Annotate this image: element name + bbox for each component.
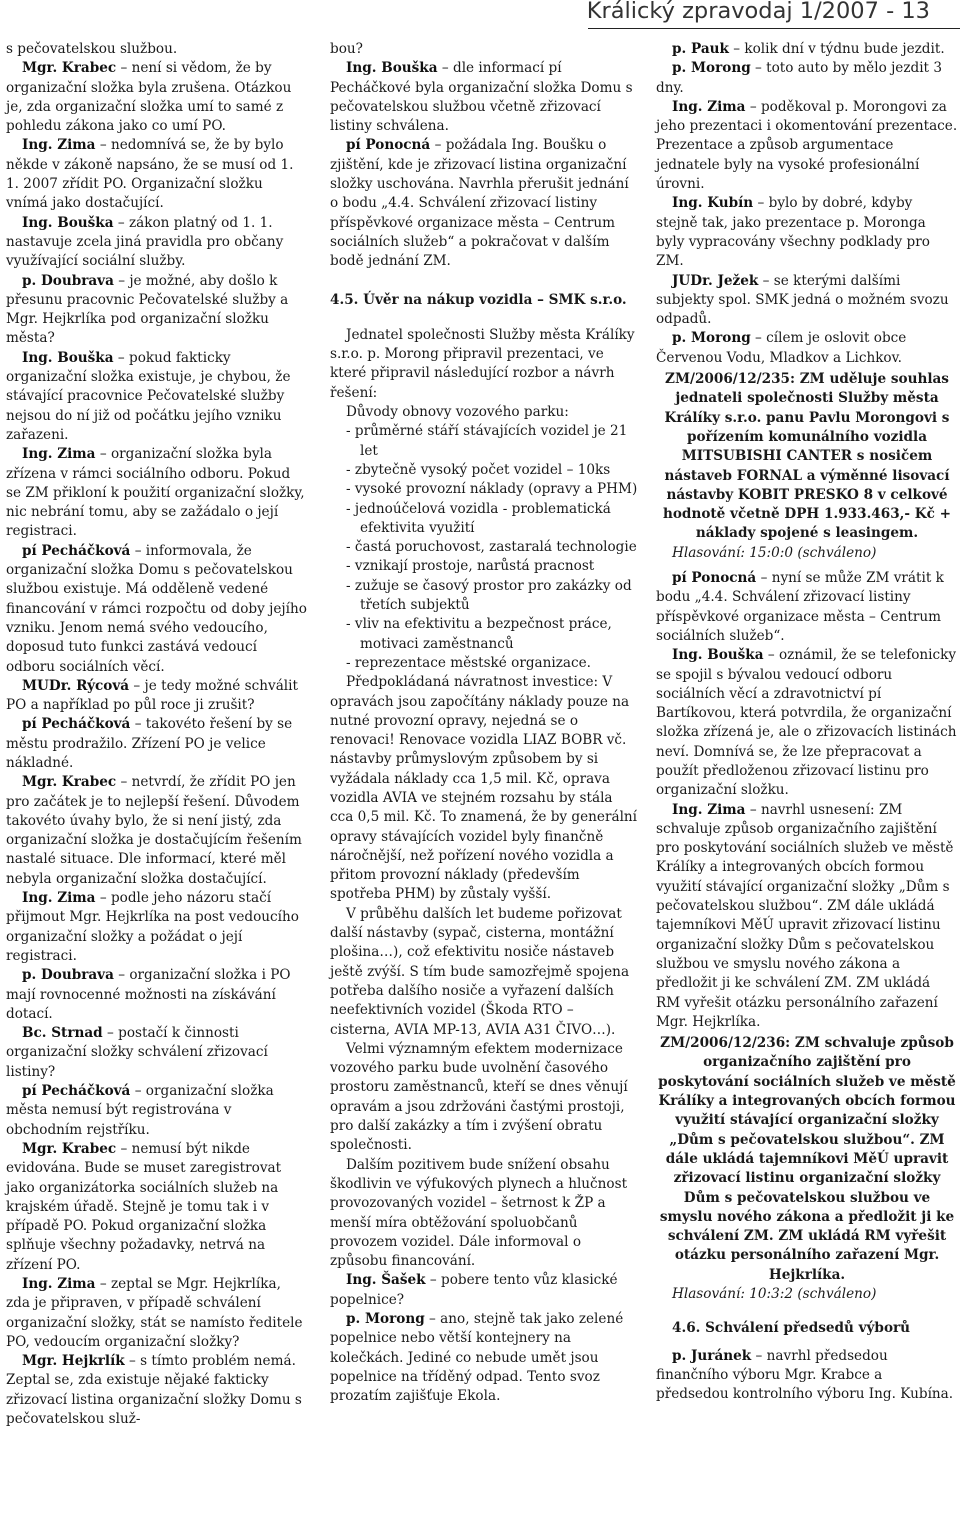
paragraph [656,272,958,330]
paragraph-text: bou? [330,41,363,57]
column-2-bottom [330,1271,638,1406]
paragraph-text: – je možné, aby došlo k přesunu pracovnic Pečovatelské služby a Mgr. Hejkrlíka pod organizační složku města? [6,272,289,347]
paragraph [656,801,958,1033]
paragraph-text: – pobere tento vůz klasické popelnice? [330,1272,618,1308]
paragraph-text: – je tedy možné schválit PO a například po půl roce ji zrušit? [6,677,298,714]
paragraph [330,40,638,59]
speaker-name: Ing. Zima [22,137,96,154]
list-item: - vznikají prostoje, narůstá pracnost [346,558,595,575]
paragraph [6,59,307,136]
paragraph: Velmi významným efektem modernizace vozového parku bude uvolnění časového prostoru zaměstnanců, kteří se dnes věnují opravám a jsou zdržováni častými prostoji, pro další zakázky a tím i zvýšení obratu společnosti. [330,1040,628,1154]
list-item: - častá poruchovost, zastaralá technologie [346,539,637,556]
paragraph: V průběhu dalších let budeme pořizovat další nástavby (sypač, cisterna, montážní plošina…), což efektivitu nosiče nástaveb ještě zvýší. S tím bude samozřejmě spojena potřeba dalšího nosiče a vyřazení dalších neefektivních vozidel (Škoda RTO – cisterna, AVIA MP-13, AVIA A31 ČIVO…). [330,905,630,1038]
paragraph-text: – s tímto problém nemá. Zeptal se, zda existuje nějaké fakticky zřizovací listina organizační složky Domu s pečovatelskou služ- [6,1353,302,1428]
paragraph-text: – organizační složka i PO mají rovnocenné možnosti na získávání dotací. [6,967,291,1022]
speaker-name: Mgr. Krabec [22,60,117,77]
reasons-list [330,422,638,673]
paragraph [330,136,638,271]
paragraph [6,1352,307,1429]
paragraph-text: – se kterými dalšími subjekty spol. SMK jedná o možném svozu odpadů. [656,272,949,328]
paragraph-text: – netvrdí, že zřídit PO jen pro začátek je to nejlepší řešení. Důvodem takovéto úvahy bylo, že si není jistý, zda organizační složka je dostačujícím řešením nastalé situace. Dle informací, které měl nebyla organizační složka dostačující. [6,774,302,887]
column-3-top [656,40,958,368]
paragraph [6,40,307,59]
vote-result: Hlasování: 10:3:2 (schváleno) [672,1286,877,1302]
paragraph-text: – podle jeho názoru stačí přijmout Mgr. Hejkrlíka na post vedoucího organizační složky a požádat o její registraci. [6,890,299,964]
speaker-name: p. Juránek [672,1347,752,1364]
paragraph [6,542,307,677]
section-intro: Jednatel společnosti Služby města Králíky s.r.o. p. Morong připravil prezentaci, ve které připravil následující rozbor a návrh řešení: [330,326,635,401]
paragraph [6,1275,307,1352]
paragraph-text: – zeptal se Mgr. Hejkrlíka, zda je připraven, v případě schválení organizační složky, stát se namísto ředitele PO, vedoucím organizační složky? [6,1276,303,1350]
paragraph-text: – toto auto by mělo jezdit 3 dny. [656,60,942,96]
speaker-name: JUDr. Ježek [672,272,759,289]
paragraph [330,59,638,136]
paragraph [6,1140,307,1275]
paragraph-text: – požádala Ing. Boušku o zjištění, kde je zřizovací listina organizační složky uschována. Navrhla přerušit jednání o bodu „4.4. Schválení zřizovací listiny příspěvkové organizace města – Centrum sociálních služeb“ a pokračovat v dalším bodě jednání ZM. [330,137,629,270]
list-item: - vysoké provozní náklady (opravy a PHM) [346,481,638,498]
speaker-name: p. Morong [346,1311,425,1327]
list-item: - jednoúčelová vozidla - problematická efektivita využití [346,500,611,536]
list-item: - zužuje se časový prostor pro zakázky od třetích subjektů [346,577,632,614]
paragraph [656,329,958,368]
speaker-name: Mgr. Krabec [22,774,117,791]
paragraph [656,1347,958,1405]
paragraph-text: – ano, stejně tak jako zelené popelnice nebo větší kontejnery na kolečkách. Jediné co nebude umět jsou popelnice na tříděný odpad. Tento svoz prozatím zajišťuje Ekola. [330,1311,624,1405]
page-header [588,0,960,29]
paragraph [6,445,307,541]
paragraph-text: – nedomnívá se, že by bylo někde v zákoně napsáno, že se musí od 1. 1. 2007 zřídit PO. Organizační složku vnímá jako dostačující. [6,137,294,212]
paragraph [656,569,958,646]
list-item: - zbytečně vysoký počet vozidel – 10ks [346,461,611,478]
paragraph [656,40,958,59]
paragraph: Dalším pozitivem bude snížení obsahu škodlivin ve výfukových plynech a hlučnost provozovaných vozidel – šetrnost k ŽP a menší míra obtěžování spoluobčanů provozem vozidel. Dále informoval o způsobu financování. [330,1156,628,1270]
speaker-name: Bc. Strnad [22,1025,103,1042]
speaker-name: p. Pauk [672,41,729,57]
paragraph-text: – informovala, že organizační složka Domu s pečovatelskou službou existuje. Má odděleně vedené financování v rámci rozpočtu od doby jejího vzniku. Jenom nemá svého vedoucího, doposud tuto funkci zastává vedoucí odboru sociálních věcí. [6,542,307,675]
paragraph [330,1310,638,1406]
header-title: Králický zpravodaj 1/2007 - 13 [586,0,930,24]
column-3-bottom [656,1347,958,1405]
column-3 [656,40,958,1404]
section-heading: 4.5. Úvěr na nákup vozidla – SMK s.r.o. [330,291,627,308]
column-2-top [330,40,638,272]
speaker-name: Ing. Bouška [22,214,114,231]
paragraph [656,98,958,194]
list-item: - průměrné stáří stávajících vozidel je 21 let [346,423,628,459]
paragraph: Předpokládaná návratnost investice: V opravách jsou započítány náklady pouze na nutné provozní opravy, nejedná se o renovaci! Renovace vozidla LIAZ BOBR vč. nástavby průmyslovým způsobem by si vyžádala náklady cca 1,5 mil. Kč, oprava vozidla AVIA ve stejném rozsahu by stála cca 0,5 mil. Kč. To znamená, že by generální opravy stávajících vozidel byly finančně náročnější, než pořízení nového vozidla a přitom provozní náklady (především spotřeba PHM) by zůstaly vyšší. [330,674,638,903]
paragraph-text: – organizační složka města nemusí být registrována v obchodním rejstříku. [6,1083,274,1138]
paragraph [6,966,307,1024]
speaker-name: Ing. Kubín [672,195,754,212]
paragraph-text: – navrhl usnesení: ZM schvaluje způsob organizačního zajištění pro poskytování sociálních služeb ve městě Králíky a integrovaných obcích formou využití stávající organizační složky „Dům s pečovatelskou službou“. ZM dále ukládá tajemníkovi MěÚ upravit zřizovací listinu organizační složky Dům s pečovatelskou službou ve smyslu nového zákona a předložit ji ke schválení ZM. ZM ukládá RM vyřešit otázku personálního zařazení Mgr. Hejkrlíka. [656,801,954,1030]
speaker-name: Ing. Zima [22,890,96,907]
speaker-name: pí Ponocná [672,570,757,587]
paragraph-text: – oznámil, že se telefonicky se spojil s bývalou vedoucí odboru sociálních věcí a zdravotnictví pí Bartíkovou, která potvrdila, že organizační složka zřízená je, ale o zřizovacích listinách neví. Domnívá se, že lze přepracovat a použít předloženou zřizovací listinu pro organizační složku. [656,647,957,799]
column-2 [330,40,638,1406]
speaker-name: Ing. Bouška [22,349,114,366]
column-3-middle [656,569,958,1032]
speaker-name: Ing. Šašek [346,1272,426,1289]
resolution-text: ZM/2006/12/236: ZM schvaluje způsob organizačního zajištění pro poskytování sociálních služeb ve městě Králíky a integrovaných obcích formou využití stávající organizační složky „Dům s pečovatelskou službou“. ZM dále ukládá tajemníkovi MěÚ upravit zřizovací listinu organizační složky Dům s pečovatelskou službou ve smyslu nového zákona a předložit ji ke schválení ZM. ZM ukládá RM vyřešit otázku personálního zařazení Mgr. Hejkrlíka. [658,1035,956,1283]
speaker-name: Mgr. Krabec [22,1140,117,1157]
paragraph-text: – kolik dní v týdnu bude jezdit. [733,41,945,57]
paragraph [6,889,307,966]
paragraph [6,773,307,889]
speaker-name: pí Ponocná [346,137,431,154]
speaker-name: Ing. Bouška [346,60,438,77]
paragraph [6,214,307,272]
paragraph-text: – zákon platný od 1. 1. nastavuje zcela jiná pravidla pro občany využívající sociální služby. [6,214,284,270]
paragraph [6,1082,307,1140]
paragraph [6,349,307,445]
speaker-name: Ing. Zima [672,98,746,115]
speaker-name: Ing. Zima [672,801,746,818]
paragraph [656,59,958,98]
speaker-name: Ing. Zima [22,1276,96,1292]
paragraph-text: – nemusí být nikde evidována. Bude se muset zaregistrovat jako organizátorka sociálních služeb na krajském úřadě. Stejně je tomu tak i v případě PO. Pokud organizační složka splňuje všechny požadavky, netrvá na zřízení PO. [6,1140,282,1273]
paragraph-text: – dle informací pí Pecháčkové byla organizační složka Domu s pečovatelskou službou včetně zřizovací listiny schválena. [330,60,633,135]
reasons-title: Důvody obnovy vozového parku: [346,404,569,421]
paragraph [6,272,307,349]
speaker-name: p. Doubrava [22,967,114,984]
paragraph-text: – takovéto řešení by se městu prodražilo. Zřízení PO je velice nákladné. [6,716,293,771]
section-heading: 4.6. Schválení předsedů výborů [672,1320,911,1337]
paragraph [6,677,307,716]
vote-result: Hlasování: 15:0:0 (schváleno) [672,544,877,561]
list-item: - reprezentace městské organizace. [346,654,591,671]
column-1 [6,40,307,1429]
paragraph-text: – cílem je oslovit obce Červenou Vodu, Mladkov a Lichkov. [656,330,907,366]
paragraph [6,136,307,213]
paragraph-text: – postačí k činnosti organizační složky schválení zřizovací listiny? [6,1025,268,1080]
paragraph-text: – nyní se může ZM vrátit k bodu „4.4. Schválení zřizovací listiny příspěvkové organizace města – Centrum sociálních služeb“. [656,570,944,644]
paragraph [6,1024,307,1082]
paragraph [656,194,958,271]
paragraph-text: – bylo by dobré, kdyby stejně tak, jako prezentace p. Moronga byly vypracovány všechny podklady pro ZM. [656,195,930,270]
paragraph [656,646,958,800]
paragraph-text: – není si vědom, že by organizační složka byla zrušena. Otázkou je, zda organizační složka umí to samé z pohledu zákona jako co umí PO. [6,60,292,135]
speaker-name: Ing. Zima [22,446,96,463]
speaker-name: MUDr. Rýcová [22,677,130,694]
paragraph-text: s pečovatelskou službou. [6,41,178,57]
paragraph [330,1271,638,1310]
paragraph-text: – poděkoval p. Morongovi za jeho prezentaci i okomentování prezentace. Prezentace a způsob argumentace jednatele byly na vysoké profesionální úrovni. [656,98,958,193]
speaker-name: pí Pecháčková [22,542,131,559]
speaker-name: p. Doubrava [22,272,114,289]
speaker-name: p. Morong [672,330,751,347]
paragraph [6,715,307,773]
speaker-name: pí Pecháčková [22,1083,131,1100]
list-item: - vliv na efektivitu a bezpečnost práce, motivaci zaměstnanců [346,616,612,652]
paragraph-text: – pokud fakticky organizační složka existuje, je chybou, že stávající pracovnice Pečovatelské služby nejsou do ní již od počátku jejího vzniku zařazeni. [6,349,291,443]
speaker-name: p. Morong [672,60,751,77]
paragraph-text: – organizační složka byla zřízena v rámci sociálního odboru. Pokud se ZM přikloní k použití organizační složky, nic nebrání tomu, aby se zažádalo o její registraci. [6,446,305,540]
speaker-name: pí Pecháčková [22,716,131,733]
resolution-text: ZM/2006/12/235: ZM uděluje souhlas jednateli společnosti Služby města Králíky s.r.o. panu Pavlu Morongovi s pořízením komunálního vozidla MITSUBISHI CANTER s nosičem nástaveb FORNAL a výměnné lisovací nástavby KOBIT PRESKO 8 v celkové hodnotě včetně DPH 1.933.463,- Kč + náklady spojené s leasingem. [662,371,952,542]
speaker-name: Ing. Bouška [672,647,764,664]
paragraph-text: – navrhl předsedou finančního výboru Mgr. Krabce a předsedou kontrolního výboru Ing. Kubína. [656,1347,954,1403]
speaker-name: Mgr. Hejkrlík [22,1353,125,1370]
